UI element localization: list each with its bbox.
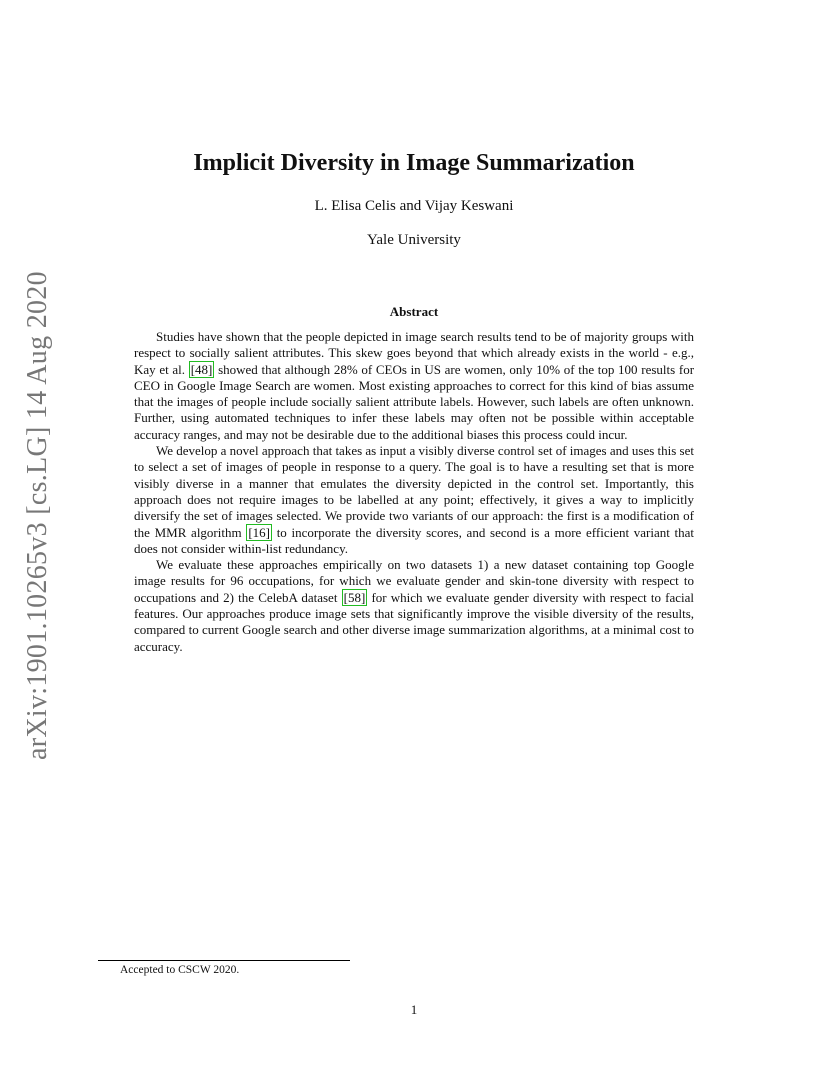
abstract-heading: Abstract: [389, 304, 439, 319]
citation-link-58[interactable]: [58]: [343, 589, 366, 605]
page-number: 1: [410, 1002, 418, 1017]
abstract-p2-text-a: We develop a novel approach that takes as input a visibly diverse control set of images and uses this set to select a set of images of people in response to a query. The goal is to have a resulting set that is more visibly diverse in a manner that emulates the diversity depicted in the control set. Importantly, this approach does not require images to be labelled at any point; effectively, it gives a way to implicitly diversify the set of images selected. We provide two variants of our approach: the first is a modification of the MMR algorithm: [134, 443, 694, 540]
footnote-divider: [98, 960, 350, 961]
footnote: Accepted to CSCW 2020.: [120, 964, 240, 976]
paper-title: Implicit Diversity in Image Summarization: [193, 150, 635, 176]
author-list: L. Elisa Celis and Vijay Keswani: [314, 198, 514, 214]
arxiv-identifier: arXiv:1901.10265v3 [cs.LG] 14 Aug 2020: [22, 271, 53, 760]
abstract-p3-text-a: We evaluate these approaches empirically on two datasets 1) a new dataset containing top Google image results for 96 occupations, for which we evaluate gender and skin-tone diversity with respect to occupations and 2) the CelebA dataset: [134, 557, 694, 605]
abstract-p1-text-a: Studies have shown that the people depicted in image search results tend to be of majority groups with respect to socially salient attributes. This skew goes beyond that which already exists in the world - e.g., Kay et al.: [134, 329, 694, 377]
abstract-body: [134, 329, 694, 655]
citation-link-48[interactable]: [48]: [190, 361, 213, 377]
abstract-paragraph-1: [134, 329, 694, 443]
abstract-paragraph-3: [134, 557, 694, 655]
abstract-paragraph-2: [134, 443, 694, 557]
abstract-p1-text-b: showed that although 28% of CEOs in US are women, only 10% of the top 100 results for CEO in Google Image Search are women. Most existing approaches to correct for this kind of bias assume that the images of people include socially salient attribute labels. However, such labels are often unknown. Further, using automated techniques to infer these labels may often not be possible within acceptable accuracy ranges, and may not be desirable due to the additional biases this process could incur.: [134, 361, 695, 442]
abstract-p3-text-b: for which we evaluate gender diversity with respect to facial features. Our approaches produce image sets that significantly improve the visible diversity of the results, compared to current Google search and other diverse image summarization algorithms, at a minimal cost to accuracy.: [134, 589, 694, 654]
citation-link-16[interactable]: [16]: [248, 524, 270, 540]
abstract-p2-text-b: to incorporate the diversity scores, and second is a more efficient variant that does not consider within-list redundancy.: [134, 524, 695, 556]
affiliation: Yale University: [367, 232, 461, 248]
